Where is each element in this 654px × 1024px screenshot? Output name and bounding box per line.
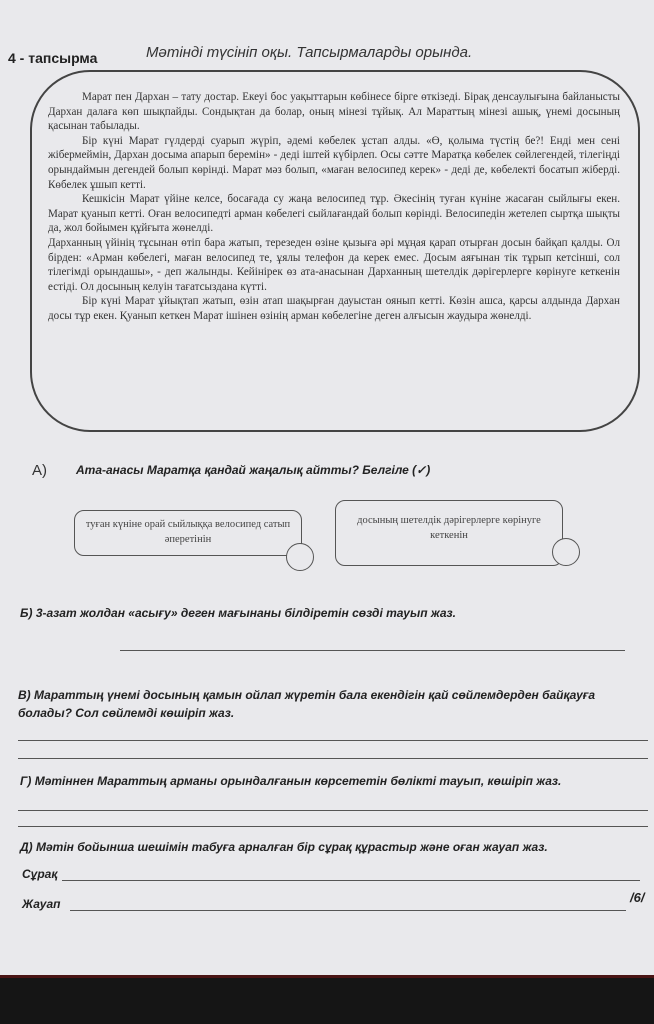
answer-line-b[interactable]: [120, 650, 625, 651]
answer-option-2[interactable]: [335, 500, 563, 566]
answer-label: Жауап: [22, 897, 61, 911]
answer-option-1[interactable]: [74, 510, 302, 556]
passage-paragraph: Марат пен Дархан – тату достар. Екеуі бос уақыттарын көбінесе бірге өткізеді. Бірақ денсаулығына байланысты Дархан далаға көп шықпайды. Сондықтан да болар, оның мінезі тұйық. Ал Мараттың мінезі ашық, үнемі досының қасынан табылады.: [48, 91, 620, 133]
question-a-letter: А): [32, 462, 47, 479]
question-label: Сұрақ: [22, 867, 58, 881]
score-mark: /6/: [630, 890, 645, 905]
option-1-checkbox[interactable]: [286, 543, 314, 571]
passage-paragraph: Бір күні Марат гүлдерді суарып жүріп, әдемі көбелек ұстап алды. «Ө, қолыма түстің бе?! Енді мен сені жібермеймін, Дархан досыма апарып беремін» - деді іштей күбірлеп. Осы сәтте Маратқа көбелек сөйлегендей, тілегіңді орындаймын дегендей болып көрінді. Марат мәз болып, «маған велосипед керек» - деді де, көбелекті босатып жіберді. Көбелек ұшып кетті.: [48, 134, 620, 191]
answer-option-1-text: туған күніне орай сыйлыққа велосипед сатып әперетінін: [85, 519, 291, 545]
question-input-line[interactable]: [62, 880, 640, 881]
answer-line-g-1[interactable]: [18, 810, 648, 811]
answer-line-v-1[interactable]: [18, 740, 648, 741]
question-b-text: Б) 3-азат жолдан «асығу» деген мағынаны білдіретін сөзді тауып жаз.: [20, 606, 457, 620]
photo-background: [0, 978, 654, 1024]
answer-option-2-text: досының шетелдік дәрігерлерге көрінуге кеткенін: [357, 515, 541, 541]
passage-paragraph: Дарханның үйінің тұсынан өтіп бара жатып, терезеден өзіне қызыға әрі мұңая қарап отырған досын байқап қалды. Ол бірден: «Арман көбелегі, маған велосипед те, ұялы телефон да керек емес. Досым аяғынан тік тұрып кетсінші, сол тілегімді орындашы», - деп жалынды. Кейінірек өз ата-анасынан Дарханның шетелдік дәрігерлерге көрінуге кеткенін естіді. Ол досының келуін тағатсыздана күтті.: [48, 236, 620, 293]
passage-paragraph: Бір күні Марат ұйықтап жатып, өзін атап шақырған дауыстан оянып кетті. Көзін ашса, қарсы алдында Дархан досы тұр екен. Қуанып кеткен Марат ішінен өзінің арман көбелегіне деген алғысын жаудыра жөнелді.: [48, 295, 620, 322]
question-g-text: Г) Мәтіннен Мараттың арманы орындалғанын көрсететін бөлікті тауып, көшіріп жаз.: [20, 774, 562, 788]
reading-passage: [48, 90, 620, 324]
task-title: Мәтінді түсініп оқы. Тапсырмаларды орында.: [146, 44, 473, 61]
passage-paragraph: Кешкісін Марат үйіне келсе, босағада су жаңа велосипед тұр. Әкесінің туған күніне жасаған сыйлығы екен. Марат қуанып кетті. Оған велосипедті арман көбелегі сыйлағандай болып көрінді. Велосипедін жетелеп сыртқа шықты да, жол бойымен құйғыта жөнелді.: [48, 193, 620, 235]
question-a-text: Ата-анасы Маратқа қандай жаңалық айтты? Белгіле (✓): [76, 463, 431, 477]
question-d-text: Д) Мәтін бойынша шешімін табуға арналған бір сұрақ құрастыр және оған жауап жаз.: [20, 840, 548, 854]
question-v-text: В) Мараттың үнемі досының қамын ойлап жүретін бала екендігін қай сөйлемдерден байқауға болады? Сол сөйлемді көшіріп жаз.: [18, 688, 596, 720]
answer-input-line[interactable]: [70, 910, 626, 911]
task-number: 4 - тапсырма: [8, 50, 98, 66]
answer-line-v-2[interactable]: [18, 758, 648, 759]
option-2-checkbox[interactable]: [552, 538, 580, 566]
answer-line-g-2[interactable]: [18, 826, 648, 827]
